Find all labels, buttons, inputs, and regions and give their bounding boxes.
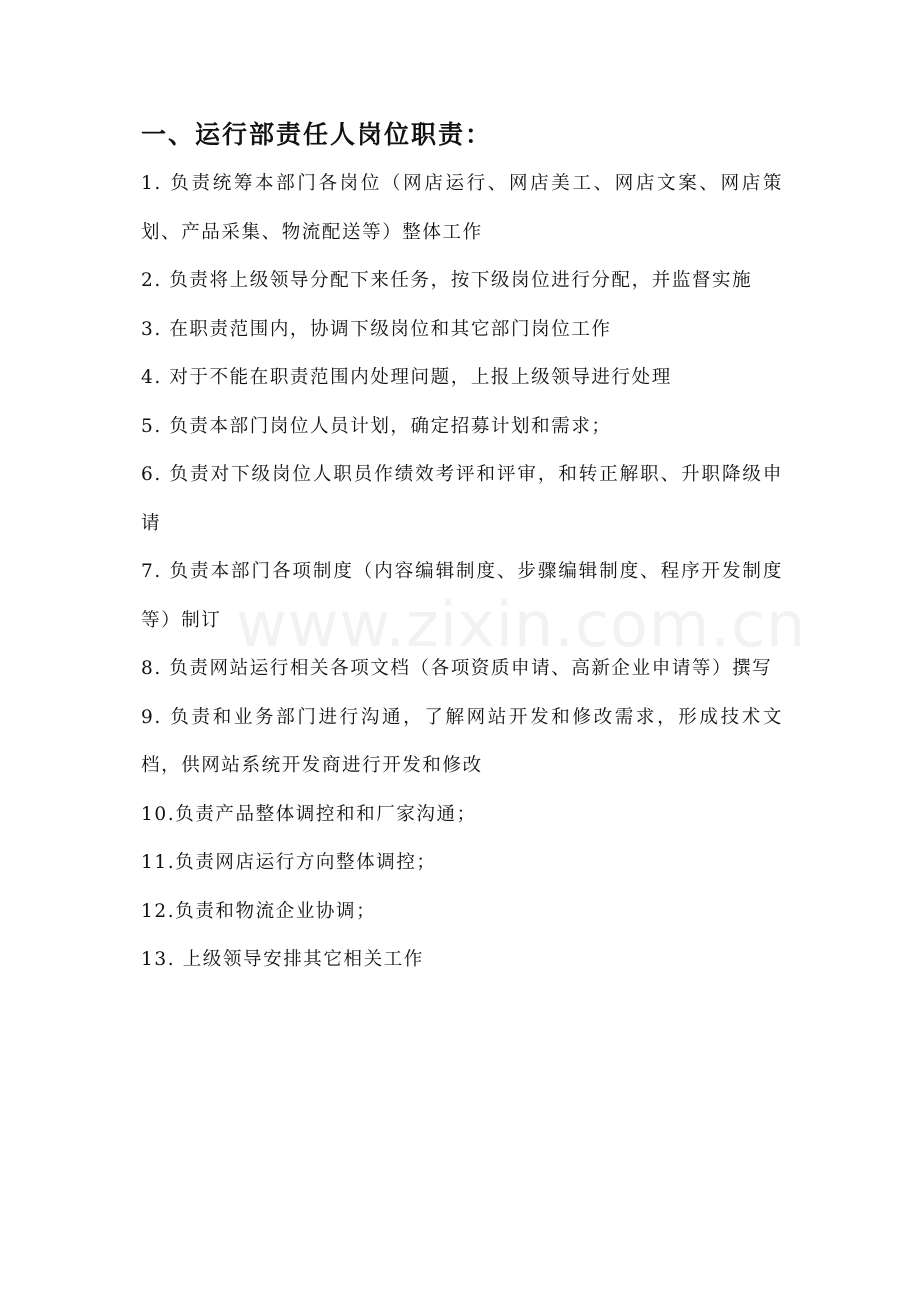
duty-item-3: 3. 在职责范围内，协调下级岗位和其它部门岗位工作 [141,318,612,340]
duty-item-6: 6. 负责对下级岗位人职员作绩效考评和评审，和转正解职、升职降级申请 [141,464,783,534]
duty-item-12: 12.负责和物流企业协调； [141,900,377,922]
watermark-text: www.zixin.com.cn [236,588,807,661]
duty-item-7: 7. 负责本部门各项制度（内容编辑制度、步骤编辑制度、程序开发制度等）制订 [141,561,783,631]
duty-item-9: 9. 负责和业务部门进行沟通，了解网站开发和修改需求，形成技术文档，供网站系统开发商进行开发和修改 [141,706,783,776]
duty-item-5: 5. 负责本部门岗位人员计划，确定招募计划和需求； [141,415,612,437]
duty-item-4: 4. 对于不能在职责范围内处理问题，上报上级领导进行处理 [141,367,672,388]
section-heading: 一、运行部责任人岗位职责： [141,120,493,149]
duty-item-1: 1. 负责统筹本部门各岗位（网店运行、网店美工、网店文案、网店策划、产品采集、物流配送等）整体工作 [141,173,783,243]
duty-list [141,160,783,985]
duty-item-13: 13. 上级领导安排其它相关工作 [141,949,424,970]
duty-item-10: 10.负责产品整体调控和和厂家沟通； [141,803,477,825]
duty-item-11: 11.负责网店运行方向整体调控； [141,852,437,873]
duty-item-2: 2. 负责将上级领导分配下来任务，按下级岗位进行分配，并监督实施 [141,270,753,291]
duty-item-8: 8. 负责网站运行相关各项文档（各项资质申请、高新企业申请等）撰写 [141,658,773,679]
